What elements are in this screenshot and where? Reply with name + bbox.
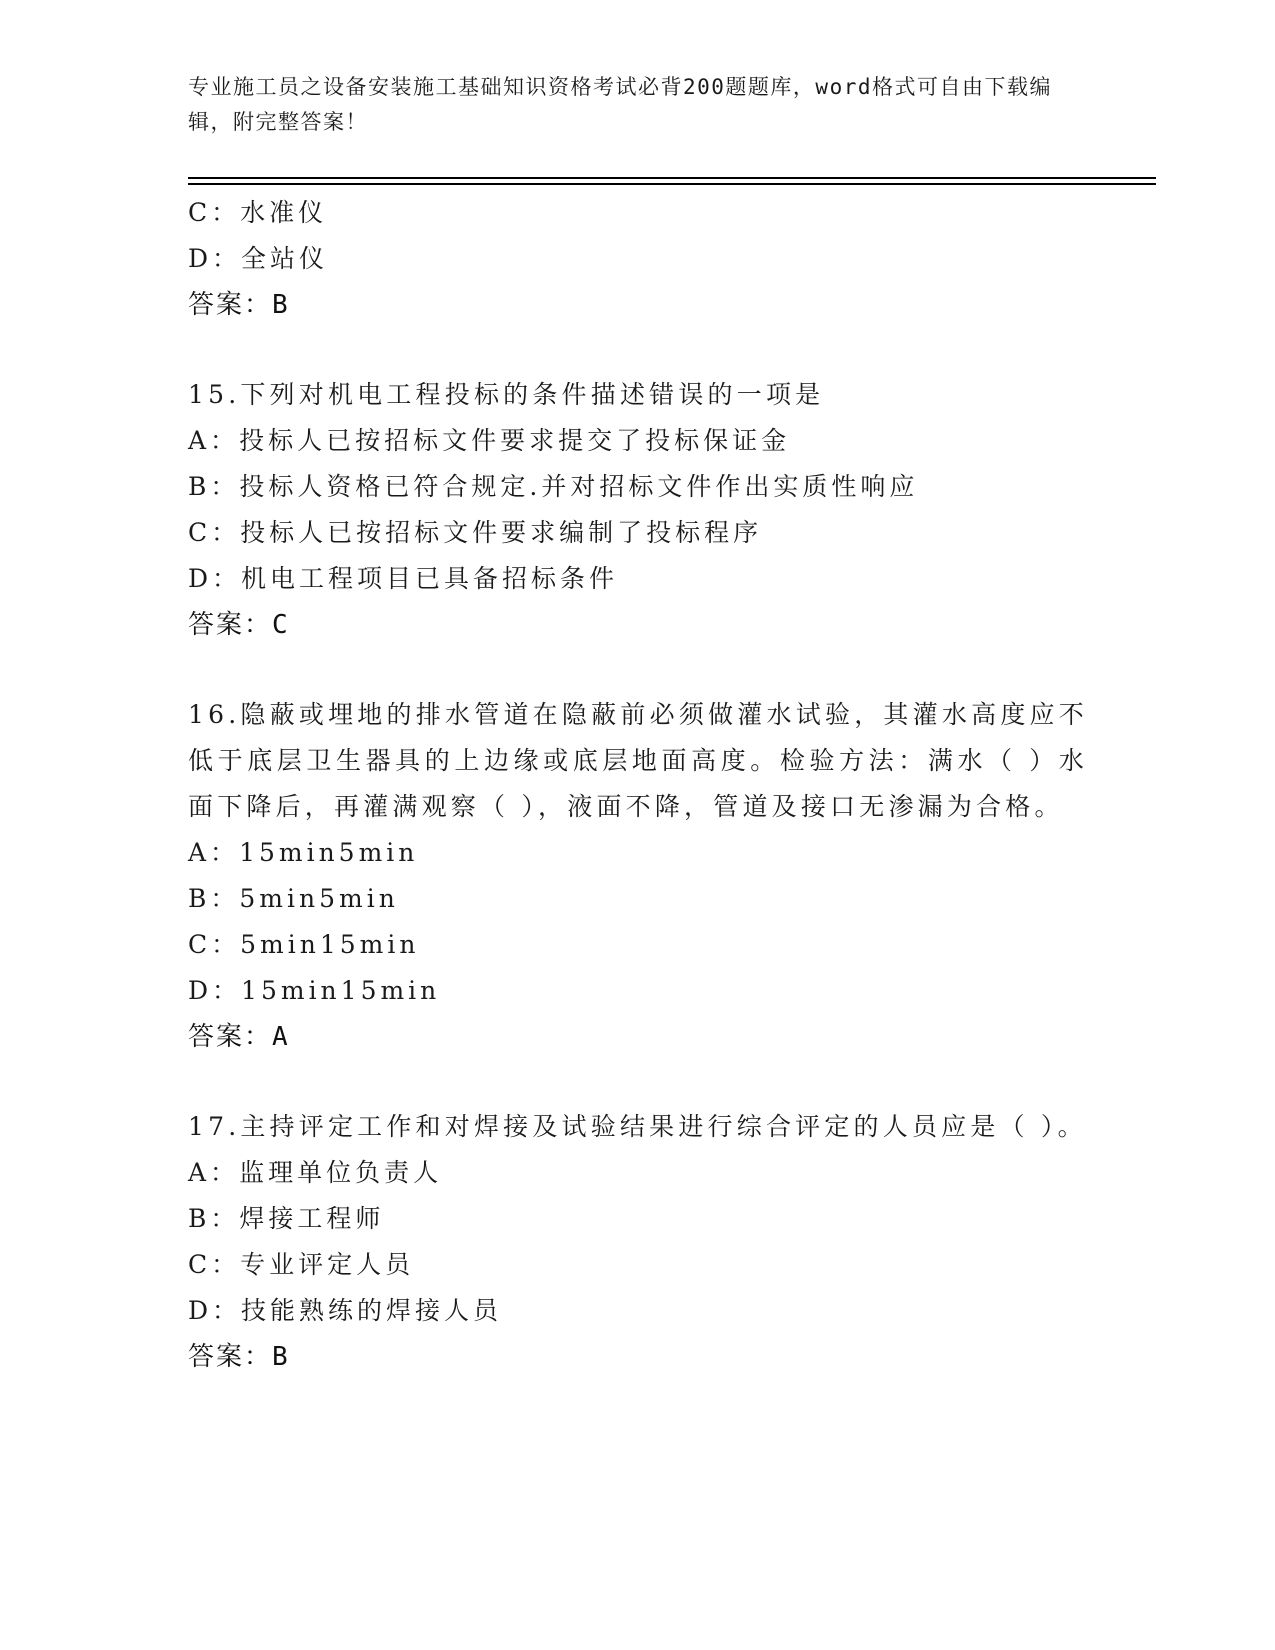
spacer: [188, 1060, 1088, 1104]
question-stem: 16.隐蔽或埋地的排水管道在隐蔽前必须做灌水试验，其灌水高度应不低于底层卫生器具的上边缘或底层地面高度。检验方法：满水（ ）水面下降后，再灌满观察（ ），液面不降，管道及接口无渗漏为合格。: [188, 700, 1088, 821]
option-text: 投标人已按招标文件要求编制了投标程序: [240, 518, 763, 547]
option-label: A：: [188, 1158, 240, 1187]
option-text: 机电工程项目已具备招标条件: [241, 564, 619, 593]
option-b: [188, 876, 1088, 922]
option-b: [188, 464, 1088, 510]
option-label: C：: [188, 198, 241, 227]
option-text: 15min5min: [239, 838, 419, 867]
option-label: D：: [188, 976, 242, 1005]
option-d: [188, 968, 1088, 1014]
option-label: B：: [188, 1204, 240, 1233]
option-text: 投标人资格已符合规定.并对招标文件作出实质性响应: [239, 472, 919, 501]
option-a: [188, 418, 1088, 464]
prev-question-tail: [188, 190, 1088, 328]
answer-line: 答案：B: [188, 290, 290, 320]
option-text: 焊接工程师: [239, 1204, 385, 1233]
question-15: [188, 372, 1088, 648]
option-text: 监理单位负责人: [239, 1158, 443, 1187]
header-rule-bottom: [188, 183, 1156, 185]
option-text: 15min15min: [241, 976, 441, 1005]
spacer: [188, 328, 1088, 372]
spacer: [188, 648, 1088, 692]
document-header: 专业施工员之设备安装施工基础知识资格考试必背200题题库，word格式可自由下载编辑，附完整答案！: [188, 75, 1052, 134]
option-c: [188, 922, 1088, 968]
option-label: C：: [188, 1250, 241, 1279]
header-rule-top: [188, 177, 1156, 179]
option-d: [188, 556, 1088, 602]
option-c: [188, 190, 1088, 236]
option-text: 全站仪: [241, 244, 329, 273]
option-label: D：: [188, 244, 242, 273]
question-17: [188, 1104, 1088, 1380]
answer-line: 答案：B: [188, 1342, 290, 1372]
option-label: D：: [188, 1296, 242, 1325]
option-text: 5min15min: [240, 930, 420, 959]
option-a: [188, 830, 1088, 876]
document-body: [188, 190, 1088, 1380]
option-label: B：: [188, 472, 240, 501]
question-stem: 15.下列对机电工程投标的条件描述错误的一项是: [188, 380, 825, 409]
option-text: 技能熟练的焊接人员: [241, 1296, 503, 1325]
option-c: [188, 1242, 1088, 1288]
option-label: C：: [188, 518, 241, 547]
option-label: A：: [188, 426, 240, 455]
option-a: [188, 1150, 1088, 1196]
option-d: [188, 236, 1088, 282]
option-label: A：: [188, 838, 240, 867]
option-text: 专业评定人员: [240, 1250, 415, 1279]
option-label: B：: [188, 884, 240, 913]
answer-line: 答案：A: [188, 1022, 290, 1052]
option-b: [188, 1196, 1088, 1242]
option-label: C：: [188, 930, 241, 959]
option-label: D：: [188, 564, 242, 593]
option-d: [188, 1288, 1088, 1334]
question-16: [188, 692, 1088, 1060]
answer-line: 答案：C: [188, 610, 290, 640]
option-c: [188, 510, 1088, 556]
option-text: 投标人已按招标文件要求提交了投标保证金: [239, 426, 791, 455]
question-stem: 17.主持评定工作和对焊接及试验结果进行综合评定的人员应是（ ）。: [188, 1112, 1087, 1141]
option-text: 水准仪: [240, 198, 328, 227]
option-text: 5min5min: [239, 884, 399, 913]
